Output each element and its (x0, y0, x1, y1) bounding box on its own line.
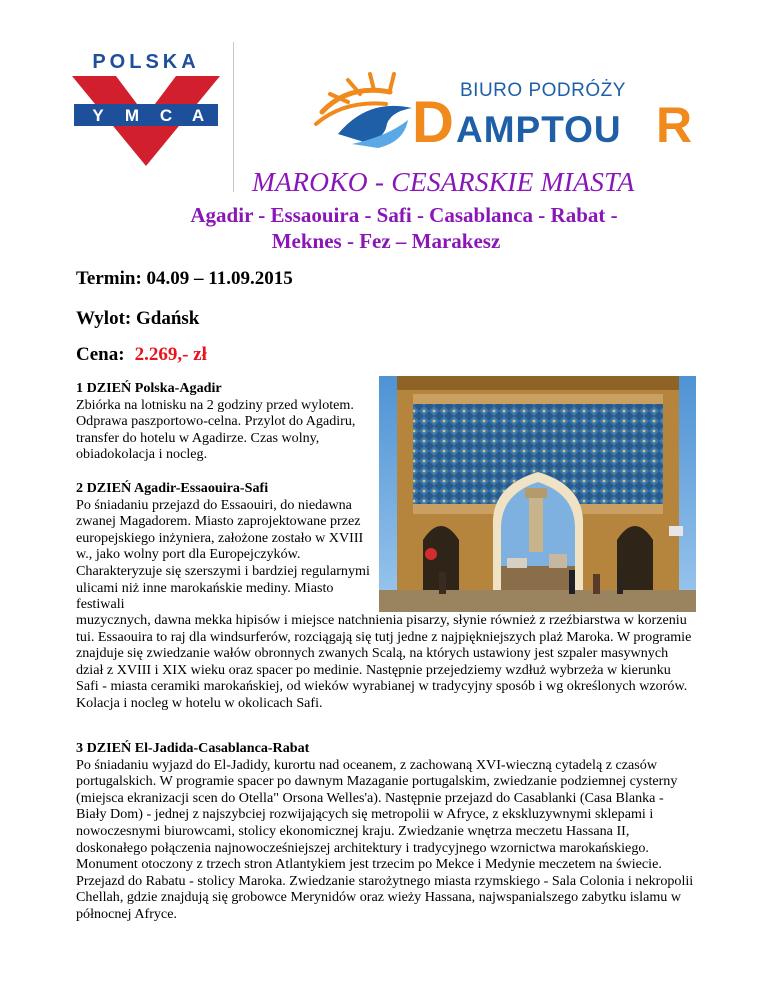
route-line-2: Meknes - Fez – Marakesz (271, 229, 501, 253)
day-2-section (76, 480, 376, 613)
ymca-letter-m: M (124, 106, 140, 125)
termin-line: Termin: 04.09 – 11.09.2015 (76, 268, 293, 289)
day-1-section (76, 380, 366, 463)
ymca-letter-y: Y (92, 106, 104, 125)
day-1-text: Zbiórka na lotnisku na 2 godziny przed wylotem. Odprawa paszportowo-celna. Przylot do Agadiru, transfer do hotelu w Agadirze. Czas wolny, obiadokolacja i nocleg. (76, 396, 356, 463)
damptour-letter-d: D (412, 90, 454, 152)
ymca-polska-text: POLSKA (92, 51, 200, 73)
day-1-title: 1 DZIEŃ Polska-Agadir (76, 380, 222, 396)
wylot-line: Wylot: Gdańsk (76, 308, 200, 329)
fez-gate-photo (379, 376, 696, 612)
route-line-1: Agadir - Essaouira - Safi - Casablanca - Rabat - (190, 203, 618, 227)
day-3-title: 3 DZIEŃ El-Jadida-Casablanca-Rabat (76, 740, 310, 756)
ymca-logo (60, 50, 232, 168)
damptour-logo (308, 72, 708, 152)
day-2-text-top: Po śniadaniu przejazd do Essaouiri, do niedawna zwanej Magadorem. Miasto zaprojektowane przez europejskiego inżyniera, założone zostało w XVIII w., jako wolny port dla Europejczyków. Charakteryzuje się szerszymi i bardziej regularnymi ulicami niż inne marokańskie mediny. Miasto festiwali (76, 496, 370, 613)
cena-value: 2.269,- zł (134, 344, 207, 365)
page-title: MAROKO - CESARSKIE MIASTA (252, 166, 635, 197)
ymca-letter-a: A (191, 106, 205, 125)
cena-line (76, 344, 207, 366)
cena-label: Cena: (76, 344, 125, 365)
logo-divider (233, 42, 234, 192)
damptour-tagline: BIURO PODRÓŻY (460, 80, 626, 101)
day-2-text-rest: muzycznych, dawna mekka hipisów i miejsce natchnienia pisarzy, słynie również z rzeźbiarstwa w korzeniu tui. Essaouira to raj dla windsurferów, rozciągają się tutj jedne z najpiękniejszych plaż Maroka. W programie znajduje się zwiedzanie wałów obronnych zwanych Scalą, na których ustawiony jest szpaler masywnych dział z XVIII i XIX wieku oraz spacer po medinie. Następnie przejedziemy wzdłuż wybrzeża w kierunku Safi - miasta ceramiki marokańskiej, od wieków wyrabianej w tradycyjny sposób i wg określonych wzorów. Kolacja i nocleg w hotelu w okolicach Safi. (76, 612, 692, 711)
day-2-title: 2 DZIEŃ Agadir-Essaouira-Safi (76, 480, 269, 496)
wave-icon (338, 106, 412, 148)
damptour-letter-r: R (656, 97, 693, 152)
day-3-text: Po śniadaniu wyjazd do El-Jadidy, kurortu nad oceanem, z zachowaną XVI-wieczną cytadelą z czasów portugalskich. W programie spacer po dawnym Mazaganie portugalskim, zwiedzanie podziemnej cysterny (miejsca ekranizacji scen do Otella" Orsona Welles'a). Następnie przejazd do Casablanki (Casa Blanka - Biały Dom) - jednej z najszybciej rozwijających się metropolii w Afryce, z ekskluzywnymi sklepami i nowoczesnymi biurowcami, stolicy ekonomicznej kraju. Zwiedzanie wnętrza meczetu Hassana II, doskonałego połączenia najnowocześniejszej architektury i tradycyjnego wzornictwa marokańskiego. Monument otoczony z trzech stron Atlantykiem jest trzecim po Mekce i Medynie meczetem na świecie. Przejazd do Rabatu - stolicy Maroka. Zwiedzanie starożytnego miasta rzymskiego - Sala Colonia i nekropolii Chellah, gdzie znajdują się grobowce Merynidów oraz wieży Hassana, najwspanialszego zabytku islamu w północnej Afryce. (76, 756, 694, 922)
ymca-letter-c: C (159, 106, 173, 125)
damptour-name-middle: AMPTOU (456, 109, 622, 150)
day-3-section (76, 740, 696, 923)
